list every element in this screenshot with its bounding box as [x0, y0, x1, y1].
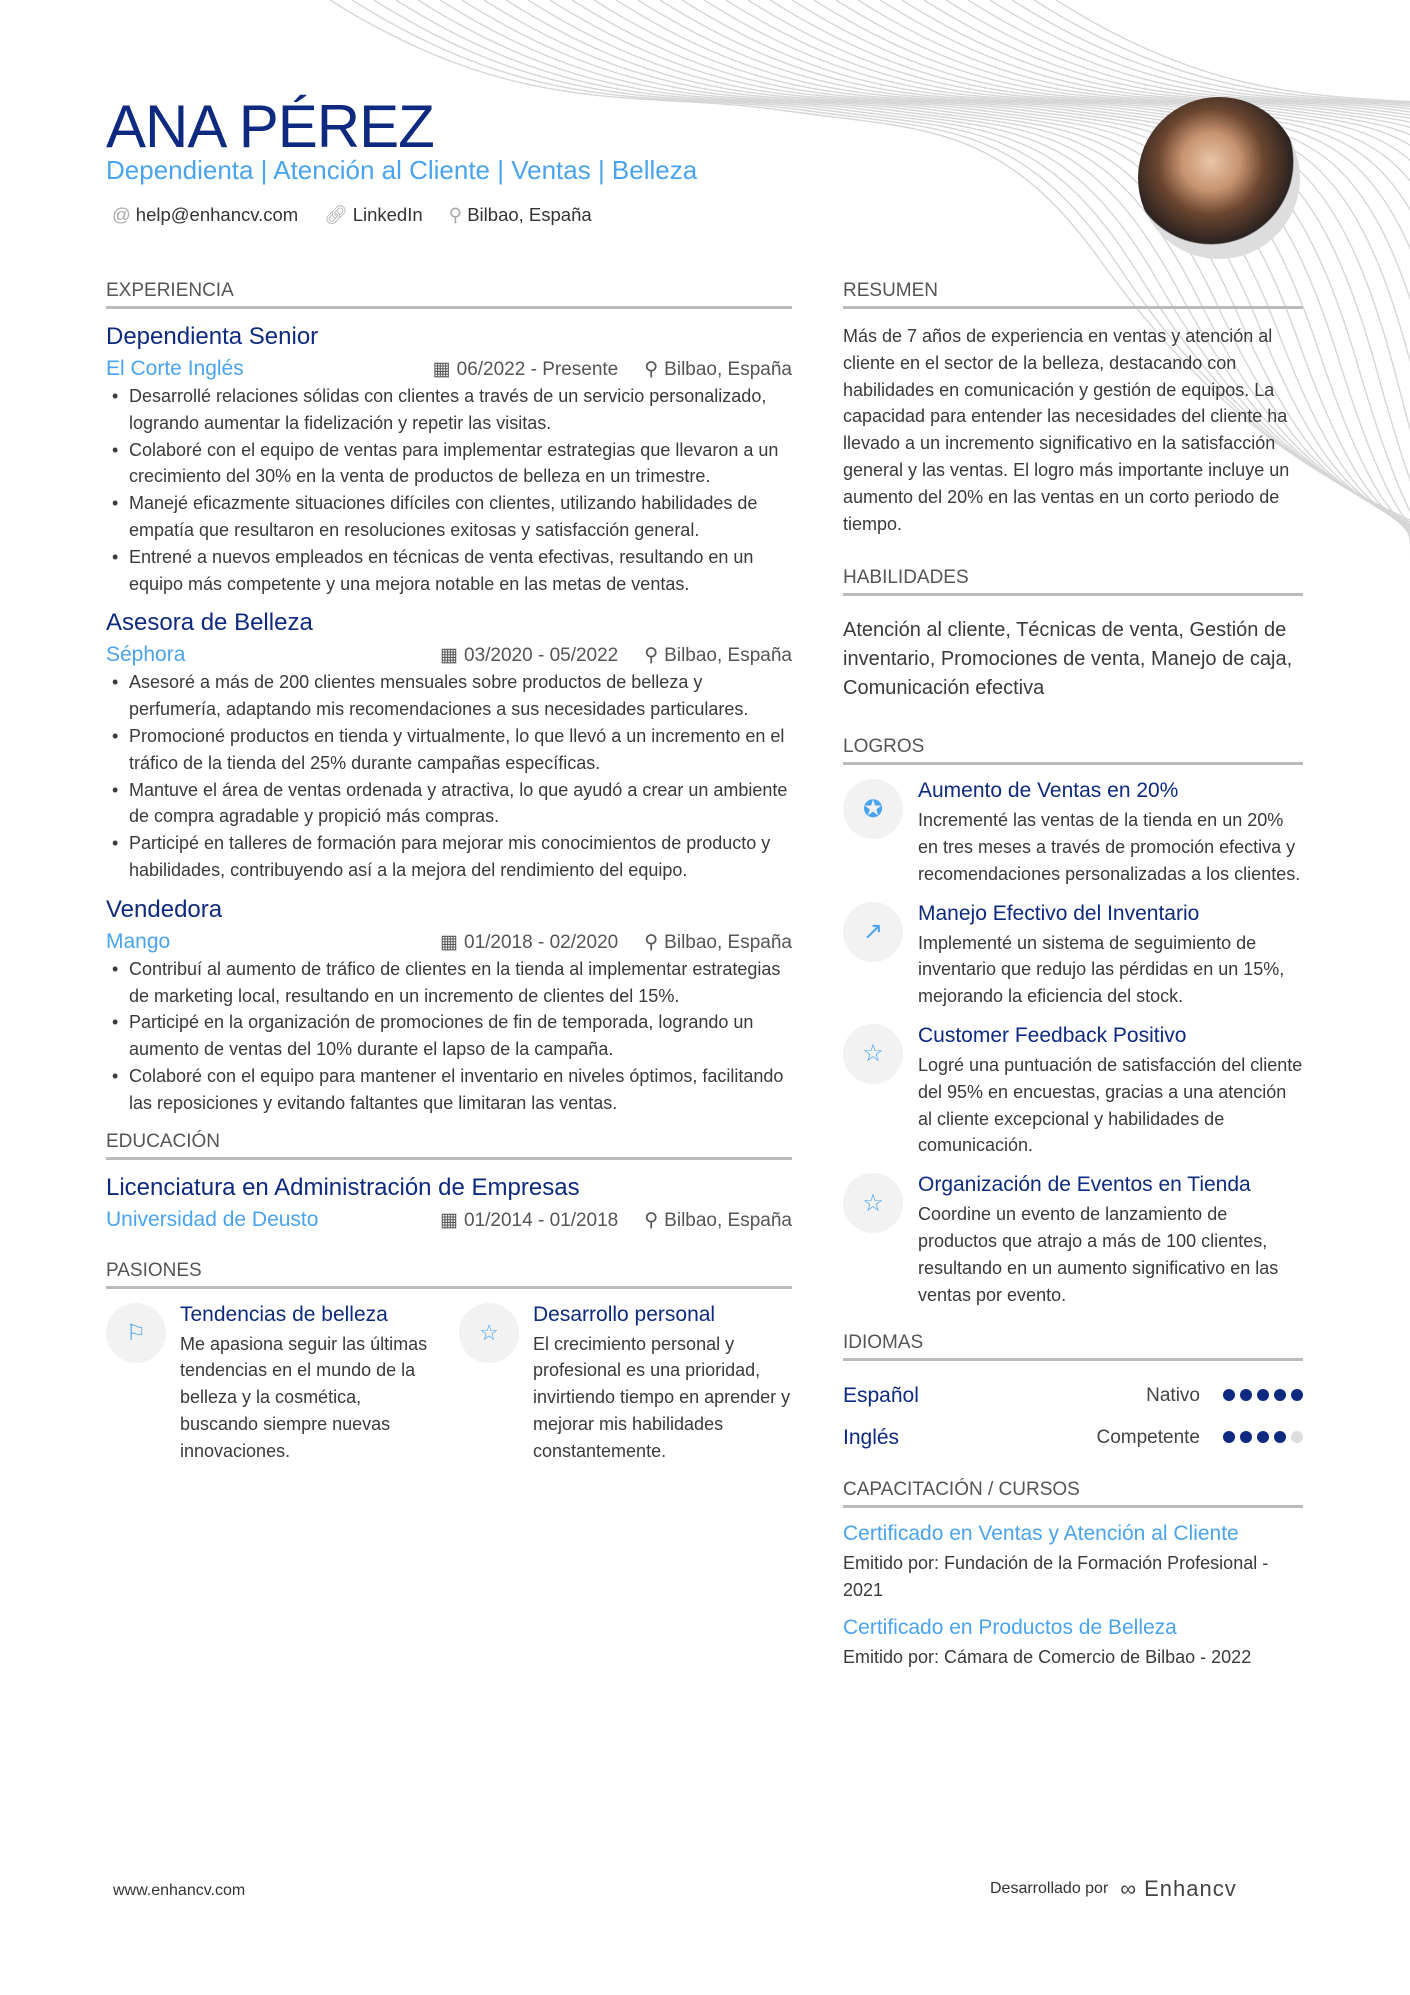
- award-icon: ✪: [843, 779, 903, 839]
- achievement-text: Incrementé las ventas de la tienda en un 20% en tres meses a través de promoción efectiva y recomendaciones personalizadas a los clientes.: [918, 810, 1301, 884]
- bullet-item: • Participé en la organización de promociones de fin de temporada, logrando un aumento de ventas del 10% durante el lapso de la campaña.: [106, 1009, 792, 1063]
- education-location: Bilbao, España: [664, 1209, 792, 1231]
- achievement-text: Coordine un evento de lanzamiento de productos que atrajo a más de 100 clientes, resultando en un aumento significativo en las ventas por evento.: [918, 1204, 1279, 1305]
- section-header-skills: HABILIDADES: [843, 567, 1303, 596]
- job-dates: 03/2020 - 05/2022: [464, 645, 619, 667]
- rating-dot: [1223, 1431, 1235, 1443]
- achievement-text: Implementé un sistema de seguimiento de inventario que redujo las pérdidas en un 15%, mejorando la eficiencia del stock.: [918, 932, 1285, 1007]
- section-header-passions: PASIONES: [106, 1260, 792, 1289]
- passion-text: Me apasiona seguir las últimas tendencias en el mundo de la belleza y la cosmética, buscando siempre nuevas innovaciones.: [180, 1333, 428, 1461]
- job-location: Bilbao, España: [664, 359, 792, 380]
- achievement-text: Logré una puntuación de satisfacción del cliente del 95% en encuestas, gracias a una atención al cliente excepcional y habilidades de comunicación.: [918, 1054, 1303, 1156]
- achievement-title: Customer Feedback Positivo: [918, 1023, 1187, 1047]
- course-detail: Emitido por: Cámara de Comercio de Bilbao - 2022: [843, 1646, 1252, 1667]
- skills-text: Atención al cliente, Técnicas de venta, Gestión de inventario, Promociones de venta, Manejo de caja, Comunicación efectiva: [843, 619, 1293, 699]
- job-location: Bilbao, España: [664, 931, 792, 953]
- achievement-item: [843, 779, 1303, 887]
- candidate-headline: Dependienta | Atención al Cliente | Ventas | Belleza: [106, 155, 698, 185]
- calendar-icon: ▦: [440, 645, 458, 667]
- education-meta: [106, 1208, 792, 1232]
- bullet-item: • Entrené a nuevos empleados en técnicas de venta efectivas, resultando en un equipo más competente y una mejora notable en las metas de ventas.: [106, 544, 792, 598]
- flag-icon: ⚐: [106, 1303, 166, 1363]
- profile-photo: [1138, 97, 1300, 259]
- language-item: [843, 1375, 1303, 1417]
- course-title: Certificado en Productos de Belleza: [843, 1615, 1177, 1639]
- achievement-title: Manejo Efectivo del Inventario: [918, 901, 1200, 925]
- language-name: Español: [843, 1384, 919, 1408]
- rating-dot: [1291, 1389, 1303, 1401]
- education-dates: 01/2014 - 01/2018: [464, 1209, 619, 1231]
- contact-linkedin[interactable]: 🔗︎ LinkedIn: [324, 204, 423, 225]
- contact-info: [112, 204, 592, 226]
- achievement-item: [843, 1024, 1303, 1159]
- enhancv-logo: ∞ Enhancv: [1120, 1876, 1237, 1901]
- footer-website[interactable]: www.enhancv.com: [113, 1882, 246, 1899]
- passion-item: [459, 1303, 792, 1465]
- company-name: El Corte Inglés: [106, 357, 244, 380]
- star-icon: ☆: [843, 1173, 903, 1233]
- left-column: [106, 280, 792, 1465]
- job-title: Asesora de Belleza: [106, 609, 313, 637]
- school-name: Universidad de Deusto: [106, 1207, 319, 1231]
- footer-branding: [990, 1876, 1237, 1902]
- strategy-icon: ↗: [843, 902, 903, 962]
- bullet-item: • Colaboré con el equipo de ventas para implementar estrategias que llevaron a un crecimiento del 30% en la venta de productos de belleza en un trimestre.: [106, 437, 792, 491]
- location-pin-icon: ⚲: [644, 645, 659, 667]
- bullet-item: • Colaboré con el equipo para mantener el inventario en niveles óptimos, facilitando las reposiciones y evitando faltantes que limitaran las ventas.: [106, 1063, 792, 1117]
- course-item: [843, 1616, 1303, 1671]
- location-pin-icon: ⚲: [644, 931, 659, 953]
- location-pin-icon: ⚲: [644, 359, 659, 380]
- achievement-item: [843, 1173, 1303, 1308]
- rating-dot: [1257, 1389, 1269, 1401]
- bullet-item: • Contribuí al aumento de tráfico de clientes en la tienda al implementar estrategias de marketing local, resultando en un incremento de clientes del 15%.: [106, 956, 792, 1010]
- location-pin-icon: ⚲: [448, 204, 463, 225]
- job-entry: [106, 609, 792, 883]
- job-bullets: [106, 956, 792, 1117]
- course-title: Certificado en Ventas y Atención al Cliente: [843, 1522, 1239, 1546]
- rating-dot: [1291, 1431, 1303, 1443]
- rating-dot: [1240, 1389, 1252, 1401]
- calendar-icon: ▦: [432, 359, 451, 380]
- candidate-name: ANA PÉREZ: [106, 93, 434, 160]
- rating-dot: [1257, 1431, 1269, 1443]
- job-dates: 06/2022 - Presente: [456, 359, 619, 380]
- company-name: Mango: [106, 929, 171, 953]
- star-icon: ☆: [459, 1303, 519, 1363]
- job-location: Bilbao, España: [664, 645, 792, 667]
- language-level: Nativo: [1146, 1385, 1200, 1407]
- at-icon: @: [112, 204, 131, 225]
- powered-by-label: Desarrollado por: [990, 1880, 1109, 1897]
- job-bullets: [106, 383, 792, 597]
- star-icon: ☆: [843, 1024, 903, 1084]
- section-header-education: EDUCACIÓN: [106, 1131, 792, 1160]
- rating-dot: [1274, 1389, 1286, 1401]
- bullet-item: • Promocioné productos en tienda y virtualmente, lo que llevó a un incremento en el tráfico de la tienda del 25% durante campañas específicas.: [106, 723, 792, 777]
- job-title: Vendedora: [106, 895, 223, 923]
- achievement-title: Organización de Eventos en Tienda: [918, 1173, 1251, 1197]
- passion-title: Desarrollo personal: [533, 1302, 716, 1326]
- job-entry: [106, 323, 792, 597]
- rating-dot: [1274, 1431, 1286, 1443]
- rating-dot: [1240, 1431, 1252, 1443]
- language-rating: [1218, 1427, 1303, 1449]
- language-item: [843, 1417, 1303, 1459]
- section-header-languages: IDIOMAS: [843, 1332, 1303, 1361]
- calendar-icon: ▦: [440, 931, 458, 953]
- section-header-achievements: LOGROS: [843, 736, 1303, 765]
- language-name: Inglés: [843, 1426, 900, 1450]
- company-name: Séphora: [106, 643, 186, 667]
- calendar-icon: ▦: [440, 1209, 458, 1231]
- language-level: Competente: [1096, 1427, 1200, 1449]
- achievement-item: [843, 902, 1303, 1010]
- job-entry: [106, 896, 792, 1117]
- bullet-item: • Asesoré a más de 200 clientes mensuales sobre productos de belleza y perfumería, adaptando mis recomendaciones a sus necesidades particulares.: [106, 669, 792, 723]
- bullet-item: • Manejé eficazmente situaciones difíciles con clientes, utilizando habilidades de empatía que resultaron en resoluciones exitosas y satisfacción general.: [106, 490, 792, 544]
- passion-item: [106, 1303, 439, 1465]
- job-dates: 01/2018 - 02/2020: [464, 931, 619, 953]
- section-header-courses: CAPACITACIÓN / CURSOS: [843, 1479, 1303, 1508]
- bullet-item: • Desarrollé relaciones sólidas con clientes a través de un servicio personalizado, logrando aumentar la fidelización y repetir las visitas.: [106, 383, 792, 437]
- section-header-summary: RESUMEN: [843, 280, 1303, 309]
- achievement-title: Aumento de Ventas en 20%: [918, 779, 1179, 803]
- passion-title: Tendencias de belleza: [180, 1302, 388, 1326]
- degree-title: Licenciatura en Administración de Empresas: [106, 1173, 580, 1201]
- infinity-icon: ∞: [1120, 1876, 1137, 1901]
- language-rating: [1218, 1385, 1303, 1407]
- passion-text: El crecimiento personal y profesional es una prioridad, invirtiendo tiempo en aprender y mejorar mis habilidades constantemente.: [533, 1333, 791, 1461]
- summary-text: Más de 7 años de experiencia en ventas y atención al cliente en el sector de la belleza, destacando con habilidades en comunicación y gestión de equipos. La capacidad para entender las necesidades del cliente ha llevado a un incremento significativo en la satisfacción general y las ventas. El logro más importante incluye un aumento del 20% en las ventas en un corto periodo de tiempo.: [843, 326, 1290, 534]
- bullet-item: • Mantuve el área de ventas ordenada y atractiva, lo que ayudó a crear un ambiente de compra agradable y propició más compras.: [106, 777, 792, 831]
- contact-email[interactable]: @ help@enhancv.com: [112, 204, 299, 225]
- job-bullets: [106, 669, 792, 883]
- section-header-experience: EXPERIENCIA: [106, 280, 792, 309]
- job-title: Dependienta Senior: [106, 323, 319, 350]
- location-pin-icon: ⚲: [644, 1209, 659, 1231]
- bullet-item: • Participé en talleres de formación para mejorar mis conocimientos de producto y habilidades, contribuyendo así a la mejora del rendimiento del equipo.: [106, 830, 792, 884]
- contact-location: ⚲ Bilbao, España: [448, 204, 592, 225]
- rating-dot: [1223, 1389, 1235, 1401]
- right-column: [843, 280, 1303, 1683]
- link-icon: 🔗︎: [324, 204, 348, 225]
- course-detail: Emitido por: Fundación de la Formación Profesional - 2021: [843, 1553, 1269, 1601]
- course-item: [843, 1522, 1303, 1604]
